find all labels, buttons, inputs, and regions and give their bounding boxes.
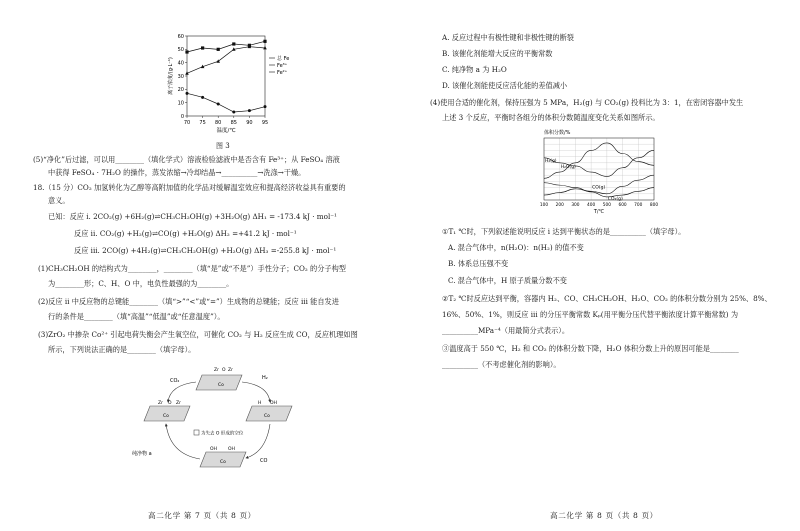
sub2-line1: (2)反应 ii 中反应物的总键能________（填“>”“<”或“=”）生成物的总键能；反应 iii 能自发进 <box>38 297 339 306</box>
option-d: D. 该催化剂能使反应活化能的差值减小 <box>442 81 568 90</box>
svg-text:Co: Co <box>163 414 169 419</box>
svg-text:Zr: Zr <box>176 401 181 406</box>
co-label: Co <box>218 383 224 388</box>
svg-text:Co: Co <box>264 414 270 419</box>
q4-c2-line2: 16%、50%、1%，则反应 iii 的分压平衡常数 Kₚ(用平衡分压代替平衡浓度计算平衡常数) 为 <box>442 310 739 319</box>
x-tick-label: 300 <box>571 203 580 208</box>
h2-label: H₂ <box>262 375 268 381</box>
data-point <box>185 50 188 53</box>
co2-label: CO₂ <box>170 378 180 384</box>
right-page <box>400 0 800 531</box>
series-label: CO₂(g) <box>607 196 623 202</box>
data-point <box>186 92 189 95</box>
data-point <box>248 109 251 112</box>
series-line <box>544 143 654 178</box>
q4-c3-line2: __________（不考虑催化剂的影响）。 <box>442 360 561 369</box>
plot-frame <box>187 36 265 116</box>
known-reaction-2: 反应 ii. CO₂(g) +H₂(g)⇌CO(g) +H₂O(g) ΔH₂ =+41.2 kJ · mol⁻¹ <box>74 229 297 238</box>
data-point <box>263 40 266 43</box>
x-tick-label: 85 <box>230 120 237 126</box>
catalyst-plate-bottom <box>200 446 246 467</box>
q4-line2: 上述 3 个反应，平衡时各组分的体积分数随温度变化关系如图所示。 <box>442 113 660 122</box>
svg-text:OH: OH <box>228 447 235 452</box>
legend-label: Fe³⁺ <box>277 62 288 69</box>
x-tick-label: 95 <box>261 120 269 126</box>
q4-c2-line1: ②T₂ ℃时反应达到平衡，容器内 H₂、CO、CH₃CH₂OH、H₂O、CO₂ 的体积分数分别为 25%、8%、 <box>442 294 772 303</box>
svg-text:OH: OH <box>210 447 217 452</box>
option-c: C. 纯净物 a 为 H₂O <box>442 65 507 74</box>
sub2-line2: 行的条件是________（填“高温”“低温”或“任意温度”）。 <box>48 312 225 321</box>
x-tick-label: 600 <box>618 203 627 208</box>
y-tick-label: 10 <box>177 100 184 107</box>
arrow-bottom-left <box>166 424 200 459</box>
legend-label: 总 Fe <box>277 55 290 62</box>
y-tick-label: 20 <box>177 87 184 94</box>
catalyst-plate-top <box>196 367 242 390</box>
x-tick-label: 75 <box>199 120 206 126</box>
data-point <box>216 59 220 62</box>
series-line <box>187 47 265 74</box>
q4-line1: (4)使用合适的催化剂，保持压强为 5 MPa，H₂(g) 与 CO₂(g) 投料比为 3：1，在密闭容器中发生 <box>430 98 744 107</box>
y-axis-label: 离子浓度/(g·L⁻¹) <box>168 57 174 95</box>
arrow-right-bottom <box>246 424 270 458</box>
zr-label: Zr <box>214 368 219 373</box>
option-b: B. 该催化剂能增大反应的平衡常数 <box>442 49 553 58</box>
data-point <box>217 48 220 51</box>
o-label: O <box>222 368 226 373</box>
data-point <box>201 96 204 99</box>
svg-text:OH: OH <box>270 401 277 406</box>
x-tick-label: 500 <box>602 203 611 208</box>
arrow-top-right <box>242 382 270 402</box>
series-label: CO(g) <box>592 185 606 191</box>
svg-text:Zr: Zr <box>158 401 163 406</box>
x-axis-label: 温度/℃ <box>216 128 236 134</box>
catalyst-plate-left <box>144 400 190 421</box>
footer-left: 高二化学 第 7 页（共 8 页） <box>148 511 256 520</box>
figure-3-chart <box>165 30 305 140</box>
q18-line1: 18.（15 分）CO₂ 加氢转化为乙醇等高附加值的化学品对缓解温室效应和提高经济收益具有重要的 <box>33 183 346 192</box>
q5-line2: 中获得 FeSO₄ · 7H₂O 的操作，蒸发浓缩→冷却结晶→__________→洗涤→干燥。 <box>48 168 306 177</box>
q4-c1-option-c: C. 混合气体中，H 原子质量分数不变 <box>448 276 567 285</box>
known-reaction-1: 已知：反应 i. 2CO₂(g) +6H₂(g)⇌CH₃CH₂OH(g) +3H₂O(g) ΔH₁ = -173.4 kJ · mol⁻¹ <box>48 212 337 221</box>
q4-c1-line: ①T₁ ℃时，下列叙述能说明反应 i 达到平衡状态的是__________（填字母）。 <box>442 227 686 236</box>
data-point <box>217 103 220 106</box>
y-tick-label: 40 <box>177 60 184 67</box>
data-point <box>232 42 235 45</box>
known-reaction-3: 反应 iii. 2CO(g) +4H₂(g)⇌CH₃CH₂OH(g) +H₂O(g) ΔH₃ =-255.8 kJ · mol⁻¹ <box>74 246 337 255</box>
x-tick-label: 700 <box>634 203 643 208</box>
x-tick-label: 80 <box>215 120 222 126</box>
series-line <box>187 93 265 112</box>
vacancy-legend: 为失去 O 形成的空位 <box>201 431 244 437</box>
footer-right: 高二化学 第 8 页（共 8 页） <box>550 511 658 520</box>
x-tick-label: 400 <box>587 203 596 208</box>
pure-substance-label: 纯净物 a <box>132 451 152 457</box>
zr-label: Zr <box>228 368 233 373</box>
svg-text:Co: Co <box>220 460 226 465</box>
option-a: A. 反应过程中有极性键和非极性键的断裂 <box>442 33 574 42</box>
sub1-line1: (1)CH₃CH₂OH 的结构式为________，________（填“是”或“不是”）手性分子；CO₂ 的分子构型 <box>38 264 346 273</box>
q4-c3-line1: ③温度高于 550 ℃，H₂ 和 CO₂ 的体积分数下降，H₂O 体积分数上升的原因可能是________ <box>442 344 739 353</box>
x-tick-label: 90 <box>246 120 253 126</box>
q4-c1-option-b: B. 体系总压强不变 <box>448 259 509 268</box>
y-axis-label: 体积分数/% <box>544 130 571 136</box>
sub3-line1: (3)ZrO₂ 中掺杂 Co²⁺ 引起电荷失衡会产生氧空位，可催化 CO₂ 与 H₂ 反应生成 CO，反应机理如图 <box>38 330 358 339</box>
legend-label: Fe²⁺ <box>277 69 288 76</box>
svg-text:O: O <box>168 401 172 406</box>
x-tick-label: 200 <box>555 203 564 208</box>
arrow-top-left <box>168 382 196 402</box>
series-line <box>544 150 654 176</box>
q18-line2: 意义。 <box>48 196 70 205</box>
x-axis-label: T/℃ <box>593 209 605 215</box>
y-tick-label: 30 <box>177 73 184 80</box>
y-tick-label: 0 <box>180 113 184 120</box>
x-tick-label: 100 <box>539 203 549 208</box>
mechanism-diagram <box>132 360 300 480</box>
y-tick-label: 60 <box>177 33 184 40</box>
q4-c2-line3: __________MPa⁻⁴（用最简分式表示）。 <box>442 326 570 335</box>
q4-c1-option-a: A. 混合气体中，n(H₂O)：n(H₂) 的值不变 <box>448 243 584 252</box>
data-point <box>232 111 235 114</box>
sub3-line2: 所示，下列说法正确的是________（填字母）。 <box>48 345 196 354</box>
figure-4-chart <box>540 126 660 216</box>
co-product-label: CO <box>260 458 268 464</box>
vacancy-legend-icon <box>194 430 199 435</box>
series-label: H₂O(g) <box>560 165 576 171</box>
q5-line1: (5)“净化”后过滤，可以用________（填化学式）溶液检验滤液中是否含有 Fe³⁺；从 FeSO₄ 溶液 <box>33 155 340 164</box>
data-point <box>201 46 204 49</box>
figure-3-caption: 图 3 <box>216 142 230 150</box>
y-tick-label: 50 <box>177 47 184 54</box>
data-point <box>264 105 267 108</box>
svg-text:H: H <box>258 401 262 406</box>
x-tick-label: 70 <box>183 120 191 126</box>
series-label: H₂(g) <box>545 158 557 164</box>
catalyst-plate-right <box>246 400 292 421</box>
sub1-line2: 为________形；C、H、O 中，电负性最强的为________。 <box>48 279 234 288</box>
x-tick-label: 800 <box>649 203 659 208</box>
